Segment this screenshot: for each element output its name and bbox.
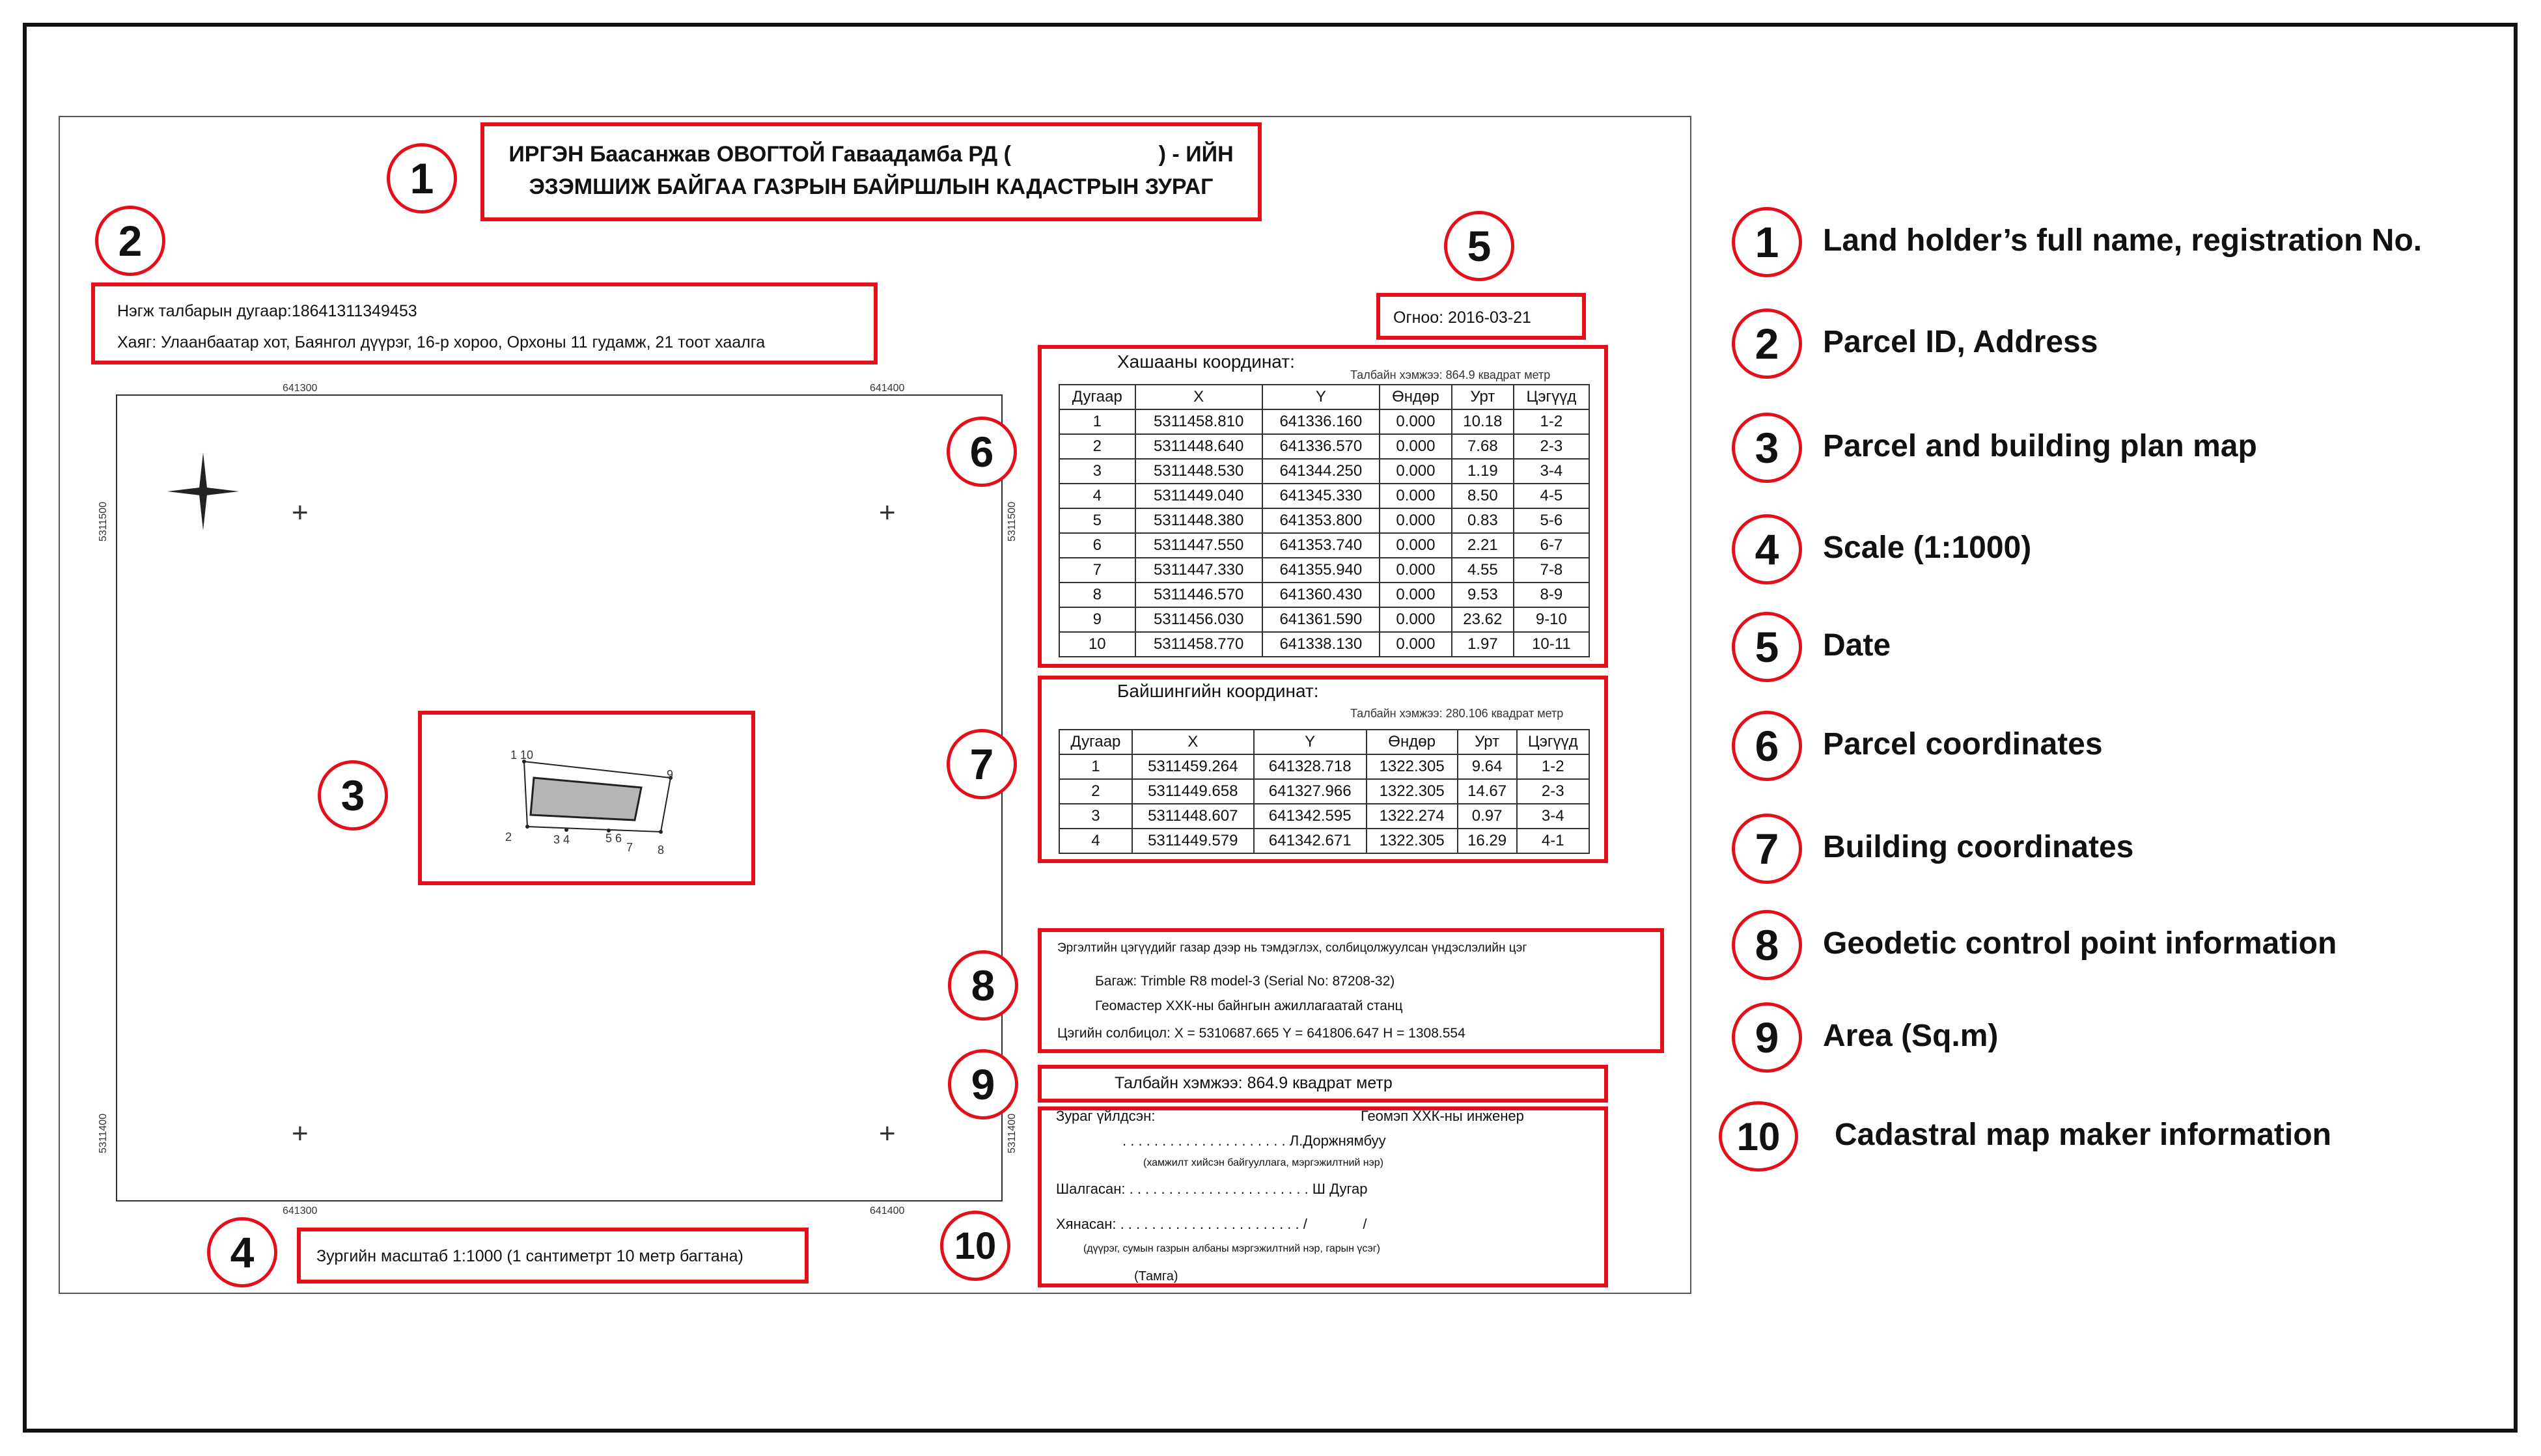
table-cell: 16.29 bbox=[1458, 829, 1517, 853]
building-area-note: Талбайн хэмжээ: 280.106 квадрат метр bbox=[1350, 707, 1564, 720]
table-cell: 1322.305 bbox=[1367, 829, 1458, 853]
table-cell: 4.55 bbox=[1452, 558, 1514, 583]
legend-label: Land holder’s full name, registration No. bbox=[1823, 223, 2423, 258]
building-coordinates-table bbox=[1059, 729, 1590, 854]
table-cell: 0.000 bbox=[1380, 459, 1452, 484]
callout-7: 7 bbox=[947, 729, 1017, 799]
callout-9: 9 bbox=[948, 1049, 1018, 1119]
table-cell: 0.000 bbox=[1380, 434, 1452, 459]
table-cell: 0.000 bbox=[1380, 558, 1452, 583]
legend-label: Date bbox=[1823, 628, 1891, 663]
table-cell: 641342.595 bbox=[1254, 804, 1367, 829]
table-cell: 1322.274 bbox=[1367, 804, 1458, 829]
table-header-row bbox=[1059, 385, 1589, 409]
column-header: Урт bbox=[1458, 730, 1517, 754]
column-header: X bbox=[1135, 385, 1262, 409]
column-header: Өндөр bbox=[1367, 730, 1458, 754]
table-cell: 10.18 bbox=[1452, 409, 1514, 434]
table-cell: 641353.740 bbox=[1262, 533, 1380, 558]
table-cell: 0.000 bbox=[1380, 508, 1452, 533]
table-cell: 5311449.579 bbox=[1132, 829, 1254, 853]
column-header: Дугаар bbox=[1059, 730, 1132, 754]
column-header: X bbox=[1132, 730, 1254, 754]
geodetic-line-4: Цэгийн солбицол: X = 5310687.665 Y = 641806.647 H = 1308.554 bbox=[1057, 1026, 1465, 1041]
area-text: Талбайн хэмжээ: 864.9 квадрат метр bbox=[1115, 1074, 1393, 1092]
table-cell: 6 bbox=[1059, 533, 1135, 558]
legend-number: 3 bbox=[1732, 413, 1802, 483]
legend-number: 4 bbox=[1732, 514, 1802, 584]
legend-label: Scale (1:1000) bbox=[1823, 530, 2032, 565]
table-cell: 5311447.330 bbox=[1135, 558, 1262, 583]
legend-label: Geodetic control point information bbox=[1823, 926, 2337, 961]
legend-label: Parcel ID, Address bbox=[1823, 325, 2098, 359]
legend-label: Parcel coordinates bbox=[1823, 727, 2103, 762]
table-cell: 4 bbox=[1059, 829, 1132, 853]
table-cell: 0.000 bbox=[1380, 484, 1452, 508]
table-cell: 1-2 bbox=[1514, 409, 1589, 434]
geodetic-line-2: Багаж: Trimble R8 model-3 (Serial No: 87208-32) bbox=[1095, 974, 1395, 989]
parcel-coord-row bbox=[1059, 508, 1589, 533]
table-cell: 1 bbox=[1059, 754, 1132, 779]
table-cell: 1-2 bbox=[1517, 754, 1589, 779]
legend-number: 1 bbox=[1732, 207, 1802, 277]
building-coord-row bbox=[1059, 779, 1589, 804]
north-arrow-icon bbox=[164, 449, 242, 534]
table-cell: 2.21 bbox=[1452, 533, 1514, 558]
map-ytick-right-1: 5311500 bbox=[1007, 501, 1018, 542]
table-cell: 10-11 bbox=[1514, 632, 1589, 657]
legend-number: 7 bbox=[1732, 814, 1802, 884]
column-header: Өндөр bbox=[1380, 385, 1452, 409]
table-cell: 9-10 bbox=[1514, 607, 1589, 632]
legend-number: 8 bbox=[1732, 910, 1802, 980]
table-cell: 7-8 bbox=[1514, 558, 1589, 583]
parcel-table-title: Хашааны координат: bbox=[1117, 351, 1295, 372]
legend-label: Area (Sq.m) bbox=[1823, 1019, 1999, 1053]
grid-cross: + bbox=[879, 497, 896, 529]
map-ytick-left-1: 5311500 bbox=[98, 501, 109, 542]
table-cell: 5311448.640 bbox=[1135, 434, 1262, 459]
table-cell: 641360.430 bbox=[1262, 583, 1380, 607]
legend-label: Building coordinates bbox=[1823, 830, 2134, 864]
table-cell: 641328.718 bbox=[1254, 754, 1367, 779]
parcel-coord-row bbox=[1059, 632, 1589, 657]
address: Хаяг: Улаанбаатар хот, Баянгол дүүрэг, 16-р хороо, Орхоны 11 гудамж, 21 тоот хаалга bbox=[117, 333, 766, 351]
building-table-title: Байшингийн координат: bbox=[1117, 681, 1319, 701]
building-coord-row bbox=[1059, 754, 1589, 779]
table-cell: 5311449.040 bbox=[1135, 484, 1262, 508]
table-cell: 4-5 bbox=[1514, 484, 1589, 508]
table-cell: 641336.570 bbox=[1262, 434, 1380, 459]
map-xtick-bottom-1: 641300 bbox=[283, 1205, 318, 1216]
table-cell: 0.000 bbox=[1380, 533, 1452, 558]
table-cell: 1 bbox=[1059, 409, 1135, 434]
table-cell: 8 bbox=[1059, 583, 1135, 607]
callout-8: 8 bbox=[948, 950, 1018, 1021]
legend-number: 5 bbox=[1732, 612, 1802, 682]
grid-cross: + bbox=[879, 1118, 896, 1149]
grid-cross: + bbox=[292, 1118, 309, 1149]
maker-line-2: . . . . . . . . . . . . . . . . . . . . . Л.Доржнямбуу bbox=[1122, 1133, 1386, 1149]
table-cell: 3 bbox=[1059, 459, 1135, 484]
map-ytick-left-2: 5311400 bbox=[98, 1113, 109, 1153]
maker-line-4: Шалгасан: . . . . . . . . . . . . . . . . . . . . . . . Ш Дугар bbox=[1056, 1181, 1368, 1197]
table-cell: 641336.160 bbox=[1262, 409, 1380, 434]
plan-vertex-label: 7 bbox=[626, 841, 633, 854]
plan-vertex-label: 3 4 bbox=[553, 833, 570, 846]
table-cell: 641338.130 bbox=[1262, 632, 1380, 657]
column-header: Y bbox=[1262, 385, 1380, 409]
table-cell: 2-3 bbox=[1514, 434, 1589, 459]
parcel-coord-row bbox=[1059, 607, 1589, 632]
column-header: Цэгүүд bbox=[1517, 730, 1589, 754]
table-cell: 1322.305 bbox=[1367, 754, 1458, 779]
column-header: Дугаар bbox=[1059, 385, 1135, 409]
table-cell: 2-3 bbox=[1517, 779, 1589, 804]
table-cell: 4-1 bbox=[1517, 829, 1589, 853]
table-cell: 5311449.658 bbox=[1132, 779, 1254, 804]
plan-vertex-label: 2 bbox=[505, 831, 512, 844]
table-cell: 5311448.530 bbox=[1135, 459, 1262, 484]
parcel-coord-row bbox=[1059, 484, 1589, 508]
parcel-area-note: Талбайн хэмжээ: 864.9 квадрат метр bbox=[1350, 368, 1551, 381]
grid-cross: + bbox=[292, 497, 309, 529]
table-cell: 641355.940 bbox=[1262, 558, 1380, 583]
table-cell: 5311448.380 bbox=[1135, 508, 1262, 533]
callout-1: 1 bbox=[387, 143, 457, 213]
building-coord-row bbox=[1059, 829, 1589, 853]
table-cell: 5-6 bbox=[1514, 508, 1589, 533]
table-cell: 0.000 bbox=[1380, 409, 1452, 434]
table-cell: 2 bbox=[1059, 434, 1135, 459]
table-cell: 5311446.570 bbox=[1135, 583, 1262, 607]
legend-label: Cadastral map maker information bbox=[1835, 1118, 2331, 1152]
maker-line-1b: Геомэп ХХК-ны инженер bbox=[1361, 1108, 1524, 1124]
table-cell: 0.000 bbox=[1380, 632, 1452, 657]
parcel-address-highlight bbox=[91, 282, 878, 364]
table-cell: 641327.966 bbox=[1254, 779, 1367, 804]
table-cell: 0.83 bbox=[1452, 508, 1514, 533]
parcel-coord-row bbox=[1059, 533, 1589, 558]
column-header: Цэгүүд bbox=[1514, 385, 1589, 409]
parcel-coord-row bbox=[1059, 583, 1589, 607]
table-cell: 3-4 bbox=[1517, 804, 1589, 829]
callout-3: 3 bbox=[318, 760, 388, 831]
callout-6: 6 bbox=[947, 417, 1017, 487]
table-cell: 7.68 bbox=[1452, 434, 1514, 459]
table-cell: 0.000 bbox=[1380, 607, 1452, 632]
table-cell: 5311459.264 bbox=[1132, 754, 1254, 779]
map-ytick-right-2: 5311400 bbox=[1007, 1113, 1018, 1153]
table-cell: 641353.800 bbox=[1262, 508, 1380, 533]
geodetic-line-3: Геомастер ХХК-ны байнгын ажиллагаатай станц bbox=[1095, 998, 1403, 1013]
table-cell: 4 bbox=[1059, 484, 1135, 508]
scale-text: Зургийн масштаб 1:1000 (1 сантиметрт 10 метр багтана) bbox=[316, 1247, 743, 1265]
table-cell: 641361.590 bbox=[1262, 607, 1380, 632]
column-header: Y bbox=[1254, 730, 1367, 754]
callout-10: 10 bbox=[940, 1211, 1010, 1281]
parcel-coord-row bbox=[1059, 459, 1589, 484]
table-cell: 5311456.030 bbox=[1135, 607, 1262, 632]
table-cell: 3-4 bbox=[1514, 459, 1589, 484]
table-cell: 641345.330 bbox=[1262, 484, 1380, 508]
table-cell: 5311458.770 bbox=[1135, 632, 1262, 657]
map-xtick-bottom-2: 641400 bbox=[870, 1205, 905, 1216]
table-cell: 1322.305 bbox=[1367, 779, 1458, 804]
callout-5: 5 bbox=[1444, 211, 1514, 281]
table-cell: 9 bbox=[1059, 607, 1135, 632]
parcel-coord-row bbox=[1059, 558, 1589, 583]
date-text: Огноо: 2016-03-21 bbox=[1393, 309, 1531, 327]
table-cell: 7 bbox=[1059, 558, 1135, 583]
table-header-row bbox=[1059, 730, 1589, 754]
plan-vertex-label: 9 bbox=[667, 768, 674, 781]
map-xtick-top-2: 641400 bbox=[870, 383, 905, 394]
table-cell: 3 bbox=[1059, 804, 1132, 829]
legend-number: 9 bbox=[1732, 1002, 1802, 1073]
map-xtick-top-1: 641300 bbox=[283, 383, 318, 394]
plan-vertex-label: 5 6 bbox=[605, 832, 622, 845]
table-cell: 8.50 bbox=[1452, 484, 1514, 508]
building-coord-row bbox=[1059, 804, 1589, 829]
maker-line-3: (хамжилт хийсэн байгууллага, мэргэжилтний нэр) bbox=[1143, 1157, 1384, 1168]
callout-2: 2 bbox=[95, 206, 165, 276]
table-cell: 641344.250 bbox=[1262, 459, 1380, 484]
legend-label: Parcel and building plan map bbox=[1823, 429, 2257, 463]
table-cell: 1.19 bbox=[1452, 459, 1514, 484]
table-cell: 5311447.550 bbox=[1135, 533, 1262, 558]
table-cell: 5311448.607 bbox=[1132, 804, 1254, 829]
parcel-coordinates-table bbox=[1059, 384, 1590, 657]
legend-number: 10 bbox=[1719, 1101, 1798, 1172]
title-line-2: ЭЗЭМШИЖ БАЙГАА ГАЗРЫН БАЙРШЛЫН КАДАСТРЫН ЗУРАГ bbox=[529, 174, 1214, 199]
table-cell: 641342.671 bbox=[1254, 829, 1367, 853]
table-cell: 5 bbox=[1059, 508, 1135, 533]
table-cell: 1.97 bbox=[1452, 632, 1514, 657]
table-cell: 6-7 bbox=[1514, 533, 1589, 558]
table-cell: 0.000 bbox=[1380, 583, 1452, 607]
table-cell: 9.53 bbox=[1452, 583, 1514, 607]
table-cell: 2 bbox=[1059, 779, 1132, 804]
plan-vertex-label: 8 bbox=[658, 844, 665, 857]
legend-number: 6 bbox=[1732, 711, 1802, 781]
maker-line-5: Хянасан: . . . . . . . . . . . . . . . . . . . . . . . / / bbox=[1056, 1216, 1367, 1232]
maker-line-7: (Тамга) bbox=[1134, 1269, 1178, 1284]
geodetic-line-1: Эргэлтийн цэгүүдийг газар дээр нь тэмдэглэх, солбицолжуулсан үндэслэлийн цэг bbox=[1057, 941, 1527, 955]
table-cell: 5311458.810 bbox=[1135, 409, 1262, 434]
maker-line-6: (дүүрэг, сумын газрын албаны мэргэжилтний нэр, гарын үсэг) bbox=[1083, 1243, 1380, 1254]
parcel-coord-row bbox=[1059, 434, 1589, 459]
table-cell: 10 bbox=[1059, 632, 1135, 657]
callout-4: 4 bbox=[207, 1217, 277, 1287]
title-line-1: ИРГЭН Баасанжав ОВОГТОЙ Гаваадамба РД ( ) - ИЙН bbox=[508, 142, 1234, 167]
parcel-id: Нэгж талбарын дугаар:18641311349453 bbox=[117, 302, 417, 320]
parcel-coord-row bbox=[1059, 409, 1589, 434]
table-cell: 23.62 bbox=[1452, 607, 1514, 632]
plan-vertex-label: 1 10 bbox=[510, 749, 534, 762]
maker-line-1a: Зураг үйлдсэн: bbox=[1056, 1108, 1156, 1124]
column-header: Урт bbox=[1452, 385, 1514, 409]
table-cell: 9.64 bbox=[1458, 754, 1517, 779]
legend-number: 2 bbox=[1732, 309, 1802, 379]
parcel-plan-drawing bbox=[501, 749, 697, 859]
table-cell: 14.67 bbox=[1458, 779, 1517, 804]
table-cell: 0.97 bbox=[1458, 804, 1517, 829]
table-cell: 8-9 bbox=[1514, 583, 1589, 607]
